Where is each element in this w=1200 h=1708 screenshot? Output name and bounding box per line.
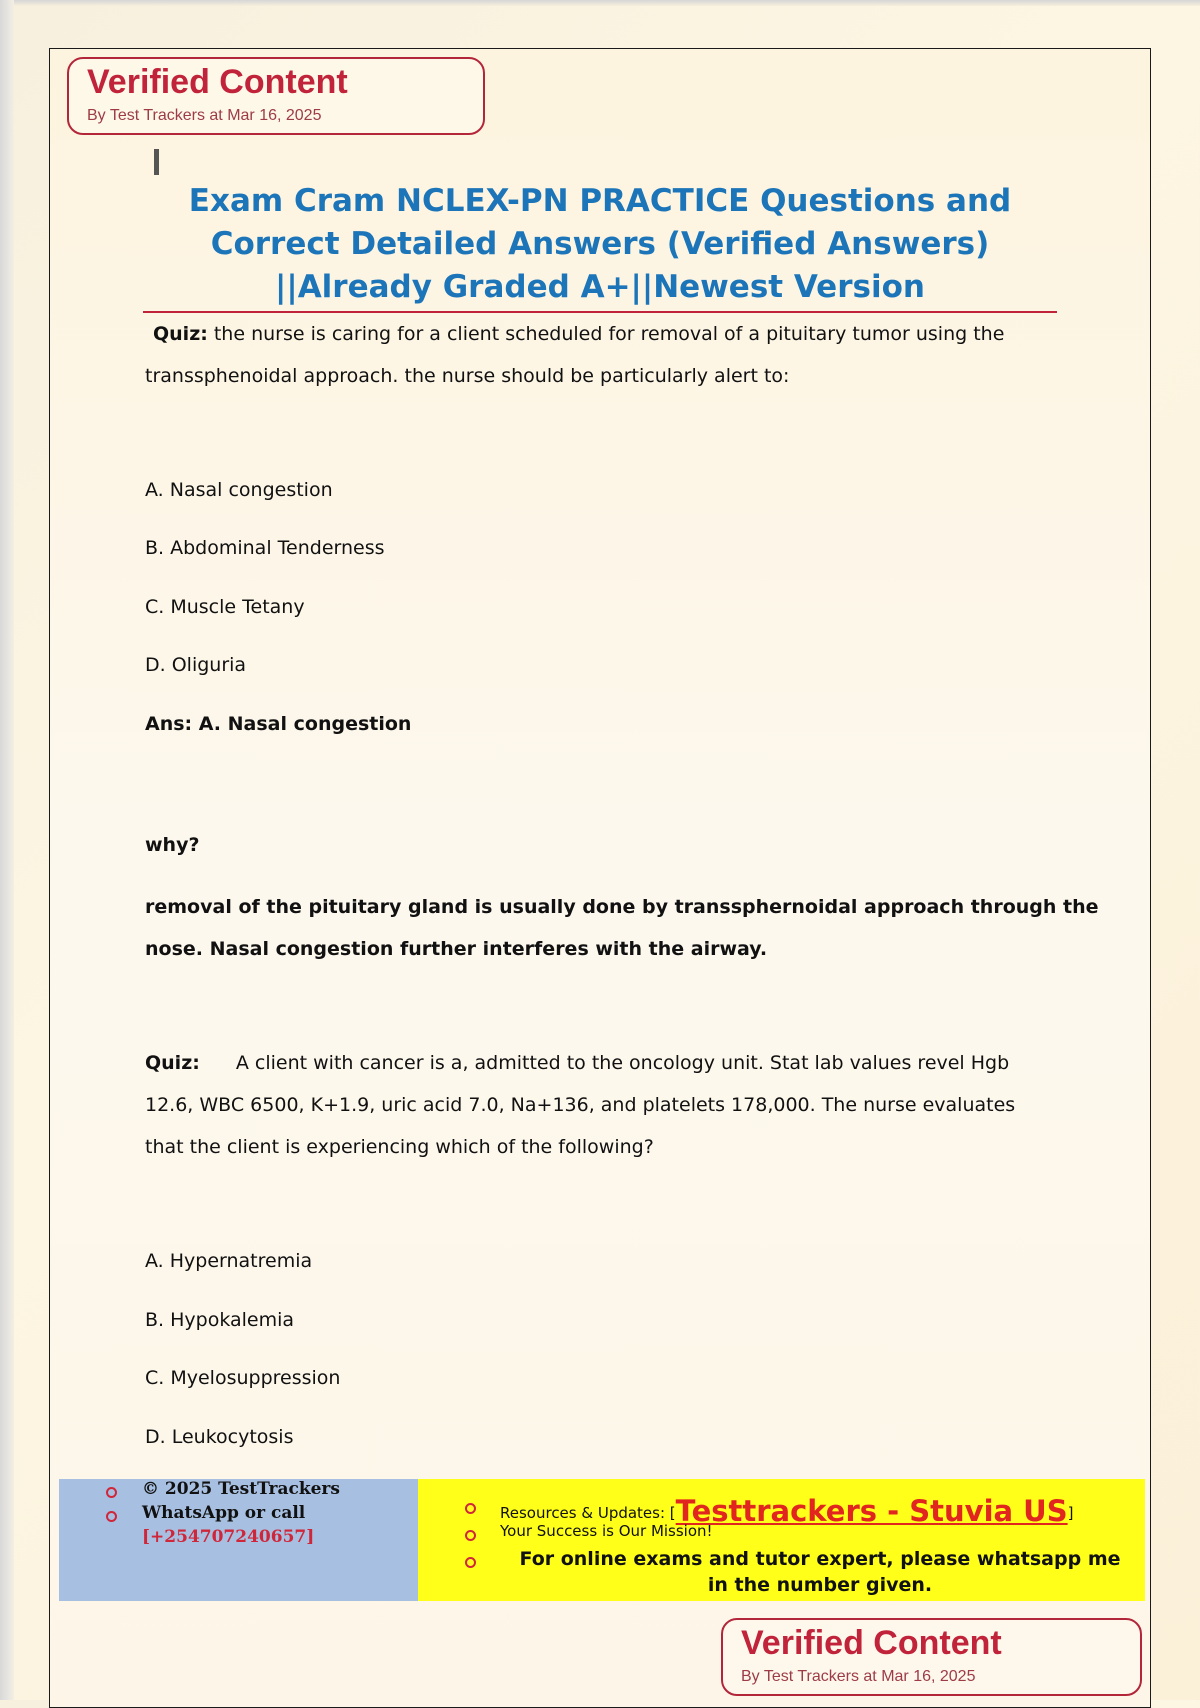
- quiz1-option-a: A. Nasal congestion: [145, 479, 333, 501]
- quiz2-option-d: D. Leukocytosis: [145, 1426, 294, 1448]
- quiz2-option-b: B. Hypokalemia: [145, 1309, 295, 1331]
- quiz1-explanation: [145, 886, 1099, 970]
- quiz2-question: [145, 1042, 1045, 1168]
- quiz2-label: Quiz:: [145, 1052, 200, 1074]
- footer-copyright: © 2025 TestTrackers: [142, 1479, 340, 1499]
- quiz1-label: Quiz:: [153, 323, 208, 345]
- stamp-subtitle: By Test Trackers at Mar 16, 2025: [741, 1668, 976, 1685]
- bullet-icon: [465, 1557, 476, 1568]
- document-title: [140, 180, 1060, 309]
- title-line-3: ||Already Graded A+||Newest Version: [275, 269, 925, 305]
- tutor-line-1: For online exams and tutor expert, please whatsapp me: [519, 1548, 1121, 1570]
- quiz2-question-line-1: A client with cancer is a, admitted to the oncology unit. Stat lab values revel Hgb: [235, 1052, 1010, 1074]
- bullet-icon: [465, 1503, 476, 1514]
- stuvia-link[interactable]: Testtrackers - Stuvia US: [675, 1494, 1068, 1528]
- quiz1-why-label: why?: [145, 834, 200, 856]
- footer-mission: Your Success is Our Mission!: [500, 1522, 713, 1540]
- quiz2-option-a: A. Hypernatremia: [145, 1250, 313, 1272]
- quiz1-question-line-1: the nurse is caring for a client scheduled for removal of a pituitary tumor using the: [213, 323, 1005, 345]
- title-line-1: Exam Cram NCLEX-PN PRACTICE Questions and: [188, 183, 1012, 219]
- footer-whatsapp-label: WhatsApp or call: [142, 1503, 306, 1523]
- verified-stamp-top: [67, 57, 485, 135]
- text-cursor-icon: [154, 149, 159, 175]
- title-line-2: Correct Detailed Answers (Verified Answers): [210, 226, 990, 262]
- quiz1-answer: Ans: A. Nasal congestion: [145, 713, 412, 735]
- top-shadow: [0, 0, 1200, 6]
- quiz1-explanation-line-2: nose. Nasal congestion further interferes with the airway.: [145, 938, 768, 960]
- quiz2-question-line-2: 12.6, WBC 6500, K+1.9, uric acid 7.0, Na+136, and platelets 178,000. The nurse evaluates: [145, 1094, 1016, 1116]
- quiz2-option-c: C. Myelosuppression: [145, 1367, 341, 1389]
- bullet-icon: [106, 1511, 117, 1522]
- footer-tutor-note: [500, 1546, 1140, 1598]
- stamp-subtitle: By Test Trackers at Mar 16, 2025: [87, 107, 322, 124]
- quiz1-explanation-line-1: removal of the pituitary gland is usually done by transsphernoidal approach through the: [145, 896, 1099, 918]
- bullet-icon: [106, 1487, 117, 1498]
- quiz1-option-b: B. Abdominal Tenderness: [145, 537, 385, 559]
- quiz1-option-c: C. Muscle Tetany: [145, 596, 305, 618]
- quiz1-option-d: D. Oliguria: [145, 654, 247, 676]
- resources-close: ]: [1067, 1504, 1074, 1522]
- left-shadow: [0, 0, 14, 1700]
- verified-stamp-bottom: [721, 1618, 1142, 1696]
- quiz1-question-line-2: transsphenoidal approach. the nurse should be particularly alert to:: [145, 365, 790, 387]
- tutor-line-2: in the number given.: [707, 1574, 933, 1596]
- quiz1-question: [145, 313, 1045, 397]
- stamp-title: Verified Content: [87, 63, 348, 101]
- quiz2-question-line-3: that the client is experiencing which of the following?: [145, 1136, 654, 1158]
- resources-label: Resources & Updates: [: [500, 1504, 676, 1522]
- stamp-title: Verified Content: [741, 1624, 1002, 1662]
- footer-phone-link[interactable]: [+254707240657]: [142, 1527, 315, 1547]
- bullet-icon: [465, 1530, 476, 1541]
